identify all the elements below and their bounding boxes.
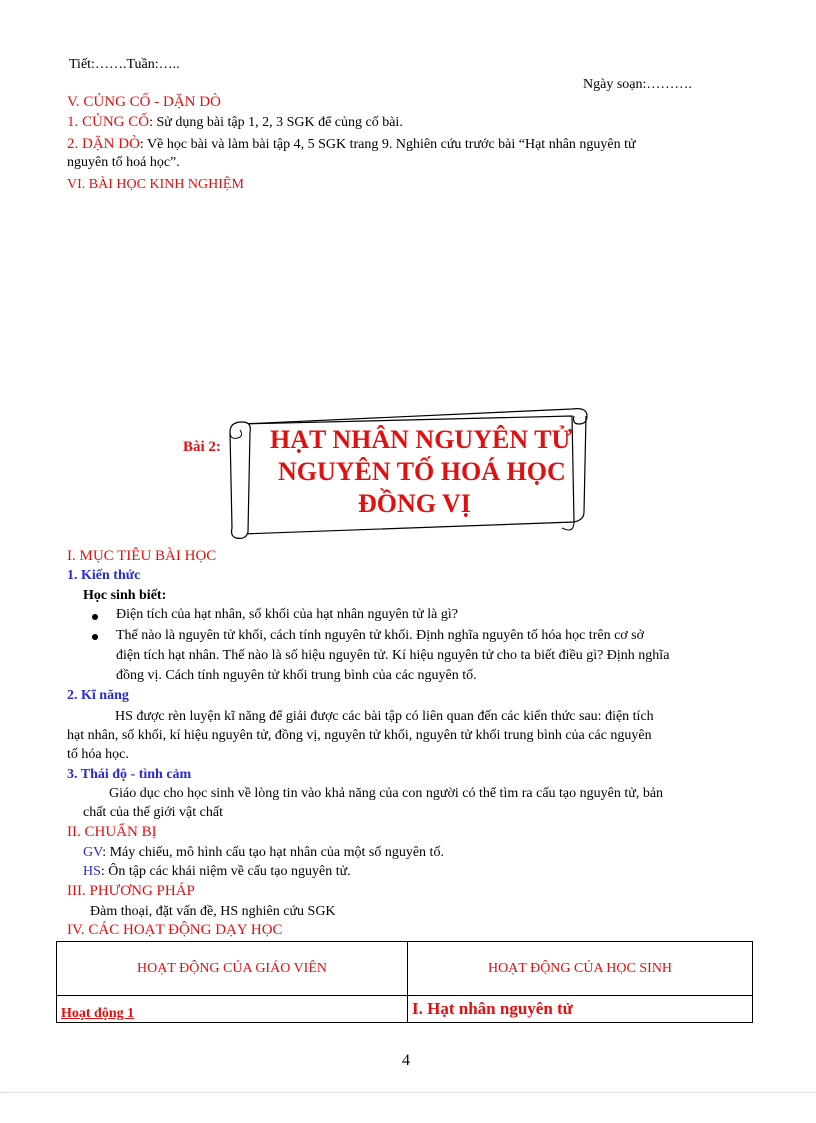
table-header-teacher-cell	[57, 942, 408, 996]
lesson-label: Bài 2:	[183, 439, 221, 455]
bullet-dot-1	[92, 614, 98, 620]
section-vi-title: VI. BÀI HỌC KINH NGHIỆM	[67, 177, 244, 192]
cung-co-line	[67, 114, 403, 131]
tiet-tuan-line: Tiết:…….Tuần:…..	[69, 57, 180, 72]
kien-thuc-bullet-2-cont-2: đồng vị. Cách tính nguyên tử khối trung bình của các nguyên tố.	[116, 668, 477, 683]
activity-table	[56, 941, 753, 1023]
ngay-soan-line: Ngày soạn:……….	[583, 77, 692, 92]
phuong-phap-text: Đàm thoại, đặt vấn đề, HS nghiên cứu SGK	[90, 904, 336, 919]
thai-do-line-2: chất của thế giới vật chất	[83, 805, 223, 820]
gv-line	[83, 845, 444, 861]
table-row	[57, 996, 753, 1023]
kien-thuc-bullet-1: Điện tích của hạt nhân, số khối của hạt nhân nguyên tử là gì?	[116, 607, 458, 622]
footer-divider	[0, 1092, 816, 1093]
thai-do-line-1: Giáo dục cho học sinh về lòng tin vào khả năng của con người có thể tìm ra cấu tạo nguyên tử, bản	[109, 786, 664, 801]
cung-co-label: 1. CỦNG CỐ	[67, 114, 150, 130]
table-header-student-cell	[408, 942, 753, 996]
lesson-title-line-1: HẠT NHÂN NGUYÊN TỬ	[270, 425, 573, 454]
table-header-row	[57, 942, 753, 996]
dan-do-line-2: nguyên tố hoá học”.	[67, 155, 180, 170]
dan-do-line-1	[67, 136, 636, 153]
section-v-title: V. CỦNG CỐ - DẶN DÒ	[67, 94, 221, 110]
table-row-student: I. Hạt nhân nguyên tử	[412, 999, 573, 1018]
section-i-title: I. MỤC TIÊU BÀI HỌC	[67, 548, 217, 564]
section-iv-title: IV. CÁC HOẠT ĐỘNG DẠY HỌC	[67, 922, 283, 938]
section-iii-title: III. PHƯƠNG PHÁP	[67, 883, 195, 899]
table-header-student: HOẠT ĐỘNG CỦA HỌC SINH	[487, 960, 673, 976]
kien-thuc-bullet-2: Thế nào là nguyên tử khối, cách tính nguyên tử khối. Định nghĩa nguyên tố hóa học trên cơ sở	[116, 628, 645, 643]
kien-thuc-bullet-2-cont-1: điện tích hạt nhân. Thế nào là số hiệu nguyên tử. Kí hiệu nguyên tử cho ta biết điều gì? Định nghĩa	[116, 648, 670, 663]
table-row-teacher: Hoạt động 1	[61, 1006, 135, 1021]
cung-co-text: : Sử dụng bài tập 1, 2, 3 SGK để củng cố bài.	[149, 115, 403, 130]
hs-line	[83, 864, 351, 880]
gv-text: : Máy chiếu, mô hình cấu tạo hạt nhân của một số nguyên tố.	[102, 845, 444, 860]
ki-nang-line-3: tố hóa học.	[67, 747, 129, 762]
hs-text: : Ôn tập các khái niệm về cấu tạo nguyên tử.	[100, 864, 351, 879]
thai-do-title: 3. Thái độ - tình cảm	[67, 767, 192, 782]
ki-nang-title: 2. Kĩ năng	[67, 688, 129, 703]
gv-label: GV	[83, 845, 103, 860]
lesson-title-line-2: NGUYÊN TỐ HOÁ HỌC	[278, 457, 566, 486]
page-number: 4	[402, 1052, 410, 1069]
dan-do-text: : Về học bài và làm bài tập 4, 5 SGK trang 9. Nghiên cứu trước bài “Hạt nhân nguyên tử	[139, 137, 636, 152]
kien-thuc-title: 1. Kiến thức	[67, 568, 141, 583]
dan-do-label: 2. DẶN DÒ	[67, 136, 140, 152]
section-ii-title: II. CHUẨN BỊ	[67, 824, 157, 840]
ki-nang-line-2: hạt nhân, số khối, kí hiệu nguyên tử, đồng vị, nguyên tử khối, nguyên tử khối trung bình của các nguyên	[67, 728, 652, 743]
table-header-teacher: HOẠT ĐỘNG CỦA GIÁO VIÊN	[136, 960, 328, 976]
lesson-title-line-3: ĐỒNG VỊ	[358, 489, 471, 518]
bullet-dot-2	[92, 634, 98, 640]
ki-nang-line-1: HS được rèn luyện kĩ năng để giải được các bài tập có liên quan đến các kiến thức sau: điện tích	[115, 709, 654, 724]
table-row-student-cell	[408, 996, 753, 1023]
hoc-sinh-biet: Học sinh biết:	[83, 588, 167, 603]
hs-label: HS	[83, 864, 101, 879]
table-row-teacher-cell	[57, 996, 408, 1023]
